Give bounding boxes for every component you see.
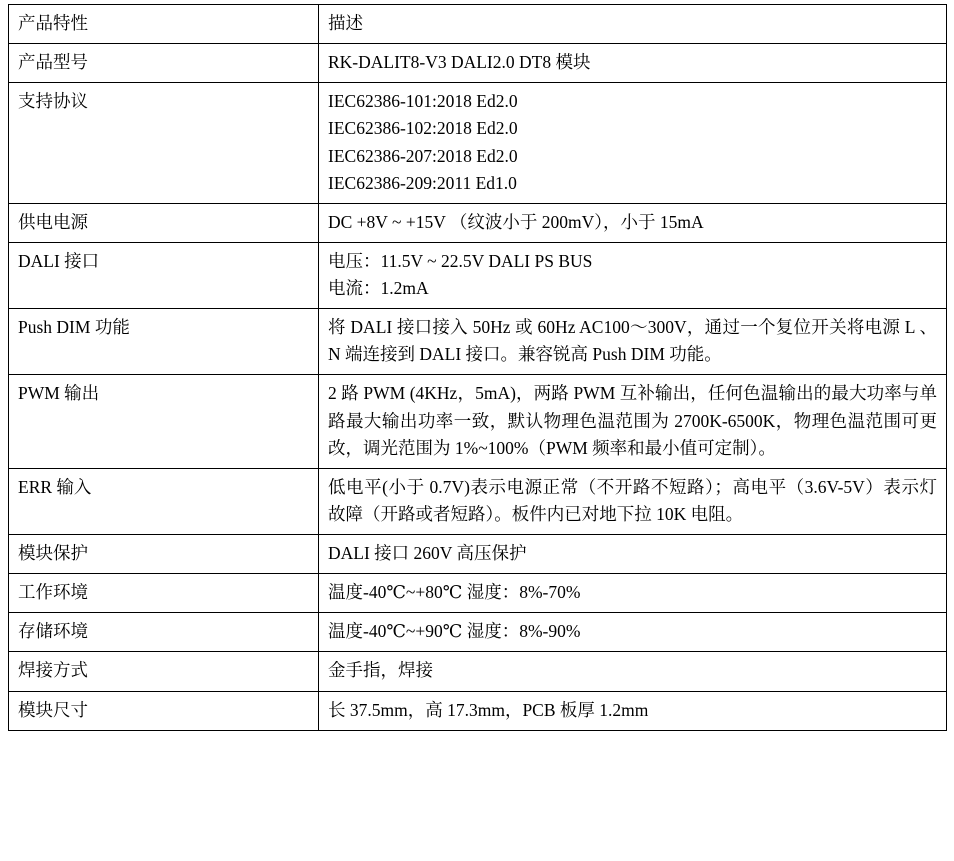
row-description: [319, 44, 947, 83]
description-line: IEC62386-101:2018 Ed2.0: [328, 91, 518, 112]
row-feature: 存储环境: [9, 613, 319, 652]
description-line: 温度-40℃~+80℃ 湿度：8%-70%: [328, 582, 581, 603]
description-line: 电压：11.5V ~ 22.5V DALI PS BUS: [328, 250, 593, 271]
row-feature: 供电电源: [9, 203, 319, 242]
description-line: DC +8V ~ +15V （纹波小于 200mV），小于 15mA: [328, 211, 704, 232]
description-paragraph: 将 DALI 接口接入 50Hz 或 60Hz AC100～300V，通过一个复位开关将电源 L 、N 端连接到 DALI 接口。兼容锐高 Push DIM 功能。: [328, 317, 937, 365]
description-line: RK-DALIT8-V3 DALI2.0 DT8 模块: [328, 52, 591, 73]
column-header-description: 描述: [319, 5, 947, 44]
row-description: [319, 652, 947, 691]
table-row: [9, 535, 947, 574]
row-description: [319, 83, 947, 204]
description-line: DALI 接口 260V 高压保护: [328, 543, 527, 563]
description-line: 电流：1.2mA: [328, 278, 429, 298]
description-paragraph: 低电平(小于 0.7V)表示电源正常（不开路不短路）；高电平（3.6V-5V）表示灯故障（开路或者短路）。板件内已对地下拉 10K 电阻。: [328, 476, 937, 524]
table-row: [9, 613, 947, 652]
table-row: [9, 574, 947, 613]
row-feature: 产品型号: [9, 44, 319, 83]
row-feature: PWM 输出: [9, 375, 319, 468]
row-feature: 支持协议: [9, 83, 319, 204]
row-description: [319, 375, 947, 468]
row-description: [319, 613, 947, 652]
table-header-row: [9, 5, 947, 44]
table-row: [9, 309, 947, 375]
row-description: [319, 242, 947, 308]
row-description: [319, 691, 947, 730]
column-header-feature: 产品特性: [9, 5, 319, 44]
table-row: [9, 83, 947, 204]
row-feature: 模块尺寸: [9, 691, 319, 730]
description-line: IEC62386-207:2018 Ed2.0: [328, 145, 518, 166]
table-row: [9, 242, 947, 308]
table-row: [9, 691, 947, 730]
row-feature: ERR 输入: [9, 468, 319, 534]
row-description: [319, 203, 947, 242]
row-description: [319, 309, 947, 375]
description-paragraph: 2 路 PWM (4KHz，5mA)，两路 PWM 互补输出，任何色温输出的最大功率与单路最大输出功率一致，默认物理色温范围为 2700K-6500K，物理色温范围可更改，调光范围为 1%~100%（PWM 频率和最小值可定制）。: [328, 383, 937, 458]
row-feature: 工作环境: [9, 574, 319, 613]
table-row: [9, 44, 947, 83]
description-line: 金手指，焊接: [328, 660, 433, 681]
table-row: [9, 375, 947, 468]
table-row: [9, 652, 947, 691]
row-description: [319, 574, 947, 613]
description-line: 温度-40℃~+90℃ 湿度：8%-90%: [328, 621, 581, 642]
table-row: [9, 468, 947, 534]
description-line: IEC62386-209:2011 Ed1.0: [328, 172, 517, 193]
table-row: [9, 203, 947, 242]
row-feature: DALI 接口: [9, 242, 319, 308]
description-line: IEC62386-102:2018 Ed2.0: [328, 118, 518, 139]
description-line: 长 37.5mm，高 17.3mm，PCB 板厚 1.2mm: [328, 699, 649, 720]
product-specification-table: [8, 4, 947, 731]
table-body: [9, 5, 947, 731]
row-feature: 模块保护: [9, 535, 319, 574]
row-feature: 焊接方式: [9, 652, 319, 691]
row-feature: Push DIM 功能: [9, 309, 319, 375]
row-description: [319, 535, 947, 574]
row-description: [319, 468, 947, 534]
